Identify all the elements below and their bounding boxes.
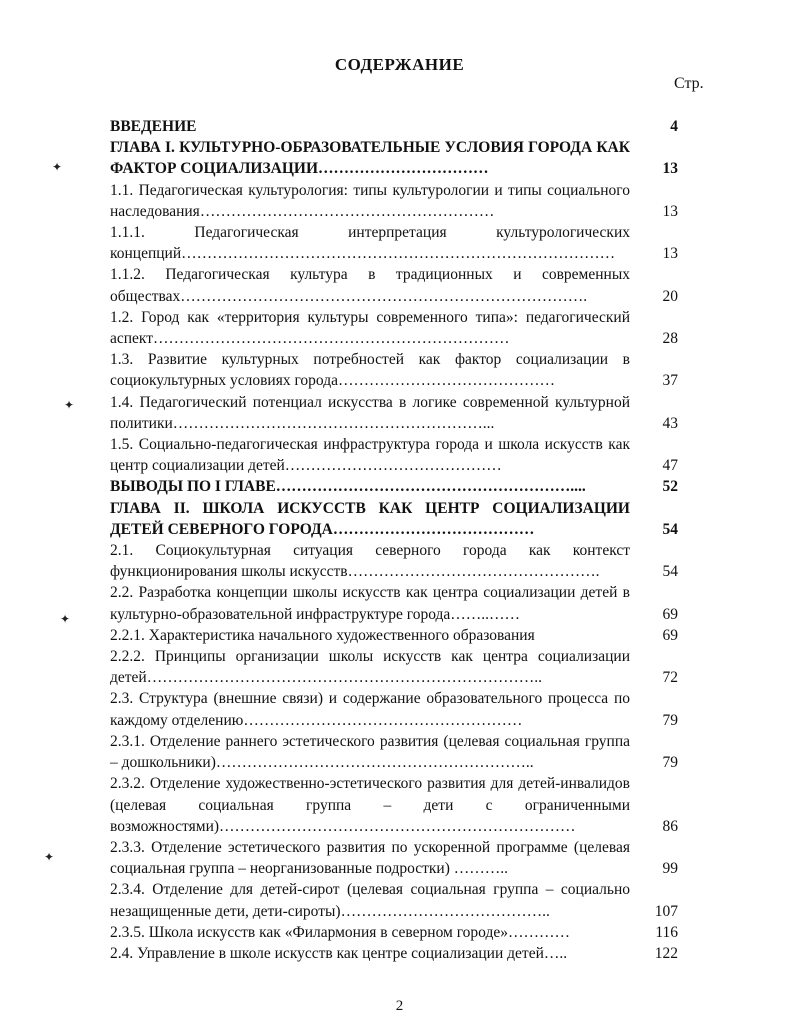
toc-entry: [110, 498, 678, 540]
toc-entry: [110, 879, 678, 921]
toc-entry: [110, 540, 678, 582]
toc-entry-page: 28: [662, 330, 678, 348]
toc-entry: [110, 646, 678, 688]
toc-entry: [110, 116, 678, 137]
toc-entry-text: 2.3.2. Отделение художественно-эстетического развития для детей-инвалидов (целевая социальная группа – дети с ограниченными возможностями)……………………………………………………………: [110, 775, 630, 835]
toc-entry: [110, 222, 678, 264]
toc-entry-text: 2.3.5. Школа искусств как «Филармония в северном городе»…………: [110, 923, 571, 941]
toc-entry-page: 37: [662, 372, 678, 390]
toc-entry-page: 79: [662, 754, 678, 772]
toc-entry: [110, 922, 678, 943]
toc-entry: [110, 349, 678, 391]
page-title: СОДЕРЖАНИЕ: [334, 55, 465, 74]
toc-entry-text: ВЫВОДЫ ПО I ГЛАВЕ…………………………………………………....: [110, 478, 586, 496]
toc-entry-text: 1.3. Развитие культурных потребностей как фактор социализации в социокультурных условиях города……………………………………: [110, 351, 630, 390]
toc-entry-page: 54: [662, 520, 678, 538]
toc-entry-page: 107: [654, 902, 678, 920]
toc-entry-text: 2.3.1. Отделение раннего эстетического развития (целевая социальная группа – дошкольники)……………………………………………………..: [110, 732, 630, 772]
toc-entry: [110, 137, 678, 179]
toc-entry-page: 116: [655, 923, 678, 941]
toc-entry-page: 69: [662, 626, 678, 644]
toc-entry-page: 20: [662, 287, 678, 305]
toc-entry-page: 86: [662, 817, 678, 835]
toc-entry-page: 13: [662, 160, 678, 178]
toc-entry-page: 122: [654, 944, 678, 962]
toc-entry-text: 2.2. Разработка концепции школы искусств как центра социализации детей в культурно-образовательной инфраструктуре города……..……: [110, 584, 630, 623]
toc-entry-text: 2.2.2. Принципы организации школы искусств как центра социализации детей…………………………………………………………………..: [110, 648, 630, 687]
toc-entry: [110, 434, 678, 476]
toc-entry-text: ГЛАВА II. ШКОЛА ИСКУССТВ КАК ЦЕНТР СОЦИАЛИЗАЦИИ ДЕТЕЙ СЕВЕРНОГО ГОРОДА…………………………………: [110, 499, 630, 538]
page-number: 2: [395, 998, 404, 1014]
toc-entry-text: ГЛАВА I. КУЛЬТУРНО-ОБРАЗОВАТЕЛЬНЫЕ УСЛОВИЯ ГОРОДА КАК ФАКТОР СОЦИАЛИЗАЦИИ……………………………: [110, 139, 630, 178]
toc-entry-text: 1.4. Педагогический потенциал искусства в логике современной культурной политики……………………………………………………...: [110, 393, 630, 432]
toc-entry: [110, 476, 678, 497]
toc-entry-text: 2.1. Социокультурная ситуация северного города как контекст функционирования школы искусств………………………………………….: [110, 542, 630, 581]
scan-mark-icon: ✦: [44, 850, 55, 864]
page-column-label: Стр.: [674, 75, 704, 92]
toc-entry: [110, 582, 678, 624]
toc-entry: [110, 731, 678, 773]
toc-entry-page: 13: [662, 245, 678, 263]
toc-entry-text: 2.3.4. Отделение для детей-сирот (целевая социальная группа – социально незащищенные дети, дети-сироты)…………………………………..: [110, 881, 630, 920]
toc-entry: [110, 392, 678, 434]
scan-mark-icon: ✦: [60, 612, 71, 626]
toc-entry-text: 1.1. Педагогическая культурология: типы культурологии и типы социального наследования…………………………………………………: [110, 181, 630, 220]
toc-entry: [110, 773, 678, 837]
table-of-contents: [110, 116, 678, 964]
toc-entry-text: 1.5. Социально-педагогическая инфраструктура города и школа искусств как центр социализации детей……………………………………: [110, 436, 630, 475]
toc-entry-text: 2.2.1. Характеристика начального художественного образования: [110, 626, 535, 644]
toc-entry-text: ВВЕДЕНИЕ: [110, 118, 197, 135]
toc-entry: [110, 943, 678, 964]
toc-entry-page: 47: [662, 457, 678, 475]
toc-entry: [110, 688, 678, 730]
toc-entry-page: 43: [662, 414, 678, 432]
toc-entry: [110, 837, 678, 879]
toc-entry: [110, 307, 678, 349]
toc-entry-page: 13: [662, 202, 678, 220]
toc-entry-text: 1.2. Город как «территория культуры современного типа»: педагогический аспект……………………………………………………………: [110, 308, 630, 348]
toc-entry-page: 54: [662, 563, 678, 581]
toc-entry-text: 2.3. Структура (внешние связи) и содержание образовательного процесса по каждому отделению………………………………………………: [110, 690, 630, 729]
toc-entry-text: 2.3.3. Отделение эстетического развития по ускоренной программе (целевая социальная группа – неорганизованные подростки) ………..: [110, 838, 630, 878]
toc-entry-page: 52: [662, 478, 678, 496]
toc-entry-page: 79: [662, 711, 678, 729]
scan-mark-icon: ✦: [64, 398, 75, 412]
toc-entry-page: 4: [670, 118, 678, 135]
toc-entry: [110, 180, 678, 222]
toc-entry: [110, 264, 678, 306]
toc-entry-text: 1.1.2. Педагогическая культура в традиционных и современных обществах…………………………………………………………………….: [110, 266, 630, 305]
toc-entry-text: 2.4. Управление в школе искусств как центре социализации детей…..: [110, 944, 568, 962]
toc-entry: [110, 625, 678, 646]
toc-entry-text: 1.1.1. Педагогическая интерпретация культурологических концепций…………………………………………………………………………: [110, 224, 630, 263]
scan-mark-icon: ✦: [52, 160, 63, 174]
toc-entry-page: 72: [662, 669, 678, 687]
toc-entry-page: 99: [662, 860, 678, 878]
toc-entry-page: 69: [662, 605, 678, 623]
